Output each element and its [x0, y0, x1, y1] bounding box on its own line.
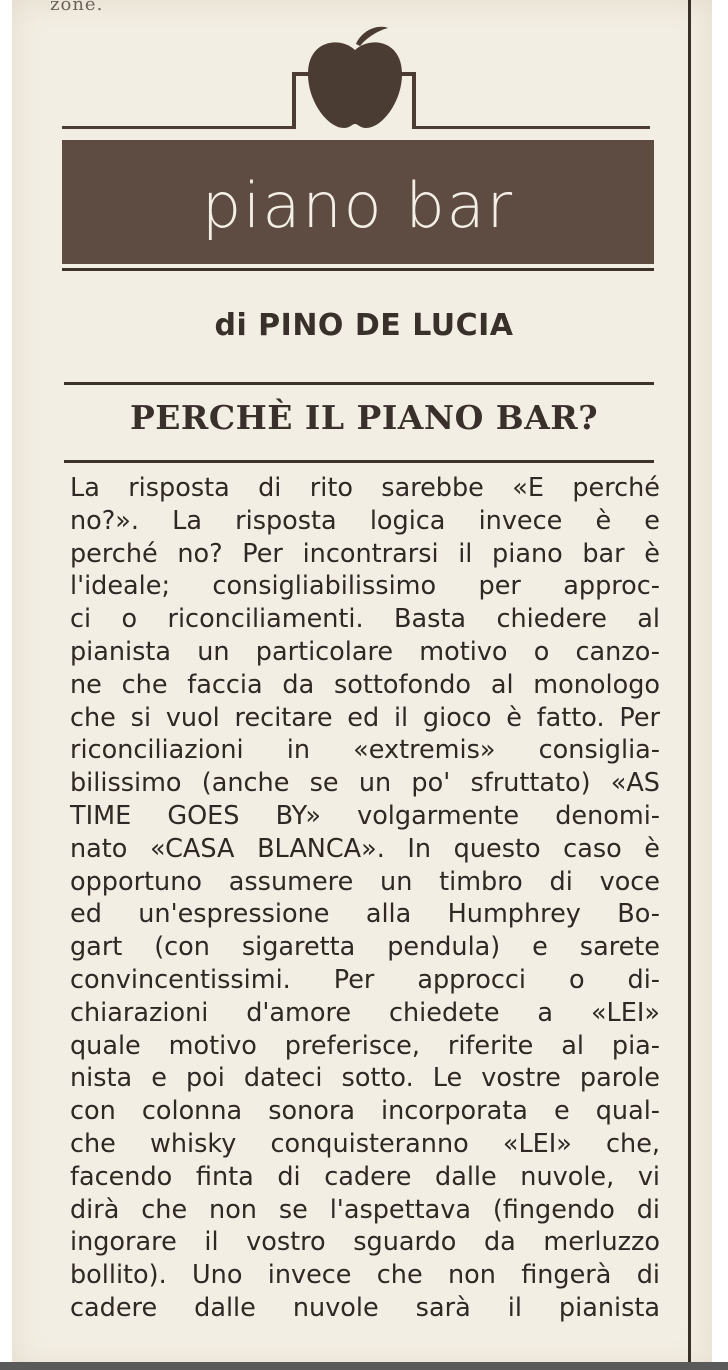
article-line: convincentissimi. Per approcci o di-: [70, 964, 660, 995]
column-banner: [62, 140, 654, 264]
article-line: cadere dalle nuvole sarà il pianista: [70, 1292, 660, 1323]
article-line: pianista un particolare motivo o canzo-: [70, 636, 660, 667]
logo-frame-baseline-left: [62, 126, 296, 129]
scan-bottom-edge: [0, 1362, 728, 1370]
article-line: TIME GOES BY» volgarmente denomi-: [70, 800, 660, 831]
article-line: no?». La risposta logica invece è e: [70, 505, 660, 536]
clipping-edge: [688, 0, 691, 1370]
byline: di PINO DE LUCIA: [214, 308, 514, 343]
article-line: bollito). Uno invece che non fingerà di: [70, 1260, 660, 1291]
article-line: opportuno assumere un timbro di voce: [70, 866, 660, 897]
article-line: facendo finta di cadere dalle nuvole, vi: [70, 1161, 660, 1192]
article-line: nista e poi dateci sotto. Le vostre parole: [70, 1063, 660, 1094]
article-line: ingorare il vostro sguardo da merluzzo: [70, 1227, 660, 1258]
article-body: [70, 472, 660, 1325]
headline-top-rule: [64, 382, 654, 385]
article-line: dirà che non se l'aspettava (fingendo di: [70, 1194, 660, 1225]
article-line: quale motivo preferisce, riferite al pia-: [70, 1030, 660, 1061]
article-line: perché no? Per incontrarsi il piano bar è: [70, 538, 660, 569]
article-line: che si vuol recitare ed il gioco è fatto. Per: [70, 702, 660, 733]
cut-off-text: zone.: [50, 0, 104, 15]
article-line: gart (con sigaretta pendula) e sarete: [70, 932, 660, 963]
article-line: nato «CASA BLANCA». In questo caso è: [70, 833, 660, 864]
article-line: La risposta di rito sarebbe «E perché: [70, 473, 660, 503]
headline: PERCHÈ IL PIANO BAR?: [129, 398, 599, 437]
article-line: bilissimo (anche se un po' sfruttato) «AS: [70, 768, 660, 799]
headline-bottom-rule: [64, 460, 654, 463]
article-line: che whisky conquisteranno «LEI» che,: [70, 1128, 660, 1159]
logo-frame-left: [292, 72, 296, 129]
article-line: ed un'espressione alla Humphrey Bo-: [70, 899, 660, 930]
article-line: ne che faccia da sottofondo al monologo: [70, 669, 660, 700]
article-line: ci o riconciliamenti. Basta chiedere al: [70, 604, 660, 635]
article-line: con colonna sonora incorporata e qual-: [70, 1096, 660, 1127]
article-line: chiarazioni d'amore chiedete a «LEI»: [70, 997, 660, 1028]
logo-frame-right: [412, 72, 416, 129]
article-line: riconciliazioni in «extremis» consiglia-: [70, 735, 660, 766]
column-title: piano bar: [201, 169, 515, 242]
logo-frame-baseline-right: [414, 126, 650, 129]
article-line: l'ideale; consigliabilissimo per approc-: [70, 571, 660, 602]
apple-icon: [300, 22, 410, 134]
banner-underline: [62, 268, 654, 271]
